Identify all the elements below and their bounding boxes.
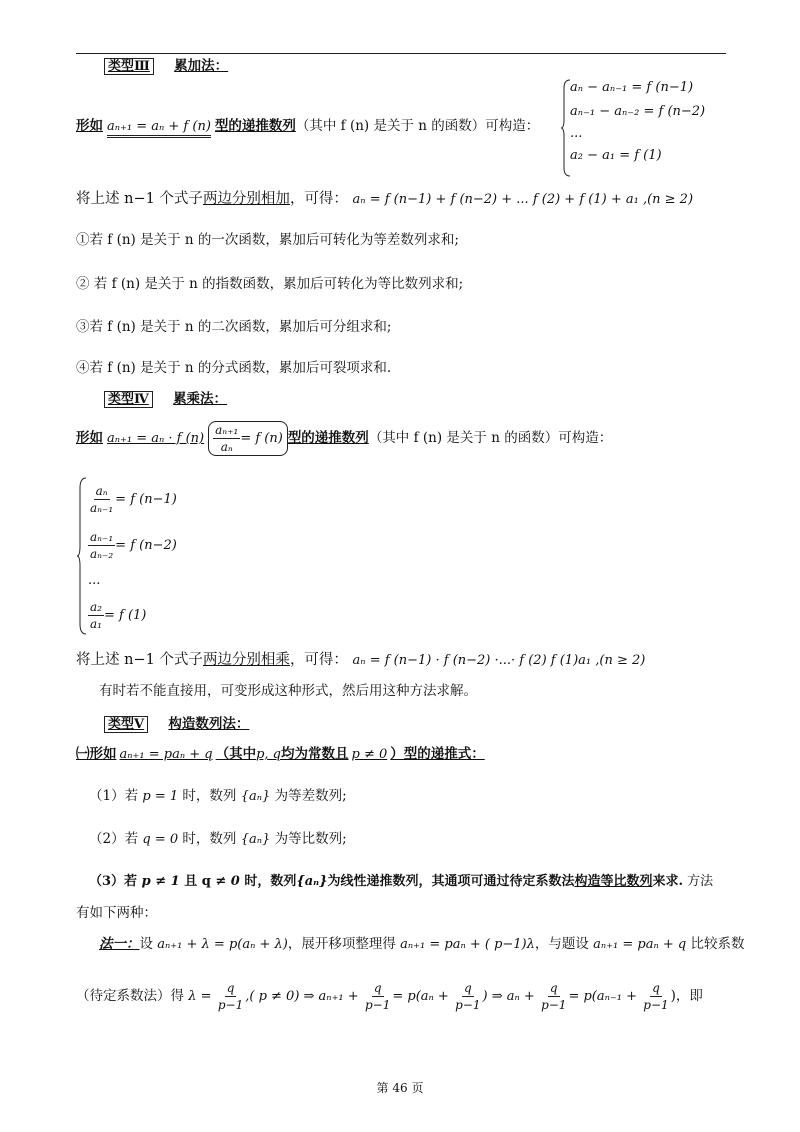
type5-case-text: 来求. bbox=[652, 874, 684, 889]
type4-tag: 类型Ⅳ bbox=[104, 391, 153, 408]
type4-sys-frac bbox=[88, 483, 115, 516]
type4-system-line bbox=[88, 522, 177, 568]
type3-system-line: aₙ − aₙ₋₁ = f (n−1) bbox=[570, 80, 694, 95]
type5-method1-derivation bbox=[76, 976, 703, 1017]
type4-name: 累乘法： bbox=[173, 391, 228, 407]
type5-method-eq: aₙ₊₁ = paₙ + ( p−1)λ bbox=[400, 937, 535, 952]
type5-case-text: 且 q bbox=[179, 874, 216, 889]
frac-den: p−1 bbox=[541, 998, 567, 1012]
type5-name: 构造数列法： bbox=[168, 716, 250, 732]
type4-sys-rhs: = f (n−2) bbox=[115, 537, 177, 553]
type4-sys-frac bbox=[88, 529, 115, 562]
type4-prod-line bbox=[76, 650, 645, 671]
type5-case-text: 方法 bbox=[683, 874, 714, 889]
frac-den: p−1 bbox=[364, 998, 391, 1012]
type5-method-text: ，与题设 bbox=[534, 936, 594, 952]
type4-sys-frac bbox=[88, 599, 104, 632]
type4-paren-rhs: = f (n) bbox=[240, 431, 283, 446]
type5-case-math: q = 0 bbox=[142, 832, 179, 847]
type5-method-text: )，即 bbox=[670, 988, 703, 1004]
type5-case-math: {aₙ} bbox=[240, 832, 271, 847]
type3-tag: 类型Ⅲ bbox=[104, 58, 154, 75]
type3-system-line: ... bbox=[570, 126, 583, 141]
type5-sub1-mid2: 均为常数且 bbox=[281, 746, 349, 762]
type5-method1-line bbox=[99, 934, 745, 955]
type4-sys-num: a₂ bbox=[90, 599, 102, 614]
type5-heading bbox=[104, 714, 249, 735]
type5-sub1-prefix: ㈠形如 bbox=[76, 746, 117, 762]
type5-frac bbox=[363, 980, 392, 1013]
type4-prod-eq: aₙ = f (n−1) · f (n−2) ·...· f (2) f (1)a₁ ,(n ≥ 2) bbox=[352, 653, 646, 668]
type3-sum-eq: aₙ = f (n−1) + f (n−2) + ... f (2) + f (1) + a₁ ,(n ≥ 2) bbox=[352, 192, 694, 207]
type5-method-eq: = p(aₙ₋₁ + bbox=[568, 989, 637, 1004]
type4-sys-den: aₙ₋₁ bbox=[90, 500, 114, 515]
type3-case-3: ③若 f (n) 是关于 n 的二次函数，累加后可分组求和; bbox=[76, 319, 392, 335]
type5-sub1-cond: p ≠ 0 bbox=[351, 747, 388, 762]
frac-num: q bbox=[373, 981, 382, 995]
type4-system-brace bbox=[76, 476, 88, 636]
type3-sum-mid: ，可得： bbox=[289, 191, 348, 207]
type5-case-text: （1）若 bbox=[89, 788, 143, 804]
type5-method-eq: = p(aₙ + bbox=[392, 989, 449, 1004]
type5-case-math: {aₙ} bbox=[240, 789, 271, 804]
type4-prod-prefix: 将上述 n−1 个式子 bbox=[76, 652, 203, 668]
type5-frac bbox=[216, 980, 245, 1013]
type3-case-1: ①若 f (n) 是关于 n 的一次函数，累加后可转化为等差数列求和; bbox=[76, 232, 459, 248]
type5-sub1-suffix: ）型的递推式： bbox=[390, 746, 485, 762]
type3-name: 累加法： bbox=[174, 58, 229, 74]
frac-den: p−1 bbox=[643, 998, 669, 1012]
type5-case-math: p = 1 bbox=[142, 789, 179, 804]
type5-method-eq: aₙ₊₁ = paₙ + q bbox=[593, 937, 687, 952]
type3-form-prefix: 形如 bbox=[76, 118, 103, 134]
type3-form-eq: aₙ₊₁ = aₙ + f (n) bbox=[107, 119, 211, 138]
type5-case-text: 时，数列 bbox=[239, 874, 297, 889]
type3-system-line: aₙ₋₁ − aₙ₋₂ = f (n−2) bbox=[570, 104, 706, 119]
type5-case-text: 为等比数列; bbox=[270, 831, 347, 847]
type5-sub1-mid: （其中 bbox=[215, 746, 257, 762]
type5-case-math: ≠ 0 bbox=[215, 874, 240, 889]
type4-sys-den: a₁ bbox=[90, 616, 102, 631]
type3-system bbox=[570, 76, 705, 168]
type4-form-note: （其中 f (n) 是关于 n 的函数）可构造： bbox=[368, 430, 613, 446]
type4-paren-group bbox=[208, 421, 288, 456]
type4-system-line bbox=[88, 592, 177, 638]
type5-method-text: 设 bbox=[139, 936, 158, 952]
frac-num: q bbox=[226, 981, 235, 995]
type5-case-3-cont: 有如下两种： bbox=[76, 905, 157, 921]
type4-sys-num: aₙ bbox=[95, 483, 108, 498]
type5-case-math: p ≠ 1 bbox=[141, 874, 180, 889]
type5-method1-label: 法一： bbox=[99, 936, 140, 952]
type3-case-2: ② 若 f (n) 是关于 n 的指数函数，累加后可转化为等比数列求和; bbox=[76, 276, 464, 292]
type4-note: 有时若不能直接用，可变形成这种形式，然后用这种方法求解。 bbox=[99, 683, 477, 699]
type4-system-line bbox=[88, 476, 177, 522]
type5-case-text: 时，数列 bbox=[178, 788, 241, 804]
type5-case-text: （2）若 bbox=[89, 831, 143, 847]
type5-case-3 bbox=[89, 872, 713, 892]
type5-method-eq: aₙ₊₁ + λ = p(aₙ + λ) bbox=[157, 937, 288, 952]
type5-case-text: 为等差数列; bbox=[270, 788, 347, 804]
type4-sys-rhs: = f (1) bbox=[103, 607, 147, 623]
type5-sub1-vars: p, q bbox=[256, 747, 281, 762]
type5-method-text: （待定系数法）得 bbox=[76, 988, 189, 1004]
frac-den: p−1 bbox=[455, 998, 481, 1012]
header-rule bbox=[76, 53, 726, 54]
type5-frac bbox=[641, 980, 670, 1013]
type5-case-2 bbox=[89, 829, 347, 850]
type5-case-text: （3）若 bbox=[89, 874, 142, 889]
type5-case-text: 为线性递推数列，其通项可通过待定系数法 bbox=[327, 874, 575, 889]
type4-form-line bbox=[76, 419, 612, 458]
type3-sum-underline: 两边分别相加 bbox=[202, 191, 290, 207]
type5-tag: 类型Ⅴ bbox=[104, 716, 148, 733]
type5-method-eq: λ = bbox=[188, 989, 212, 1004]
frac-num: q bbox=[549, 981, 558, 995]
type5-case-text: 时，数列 bbox=[178, 831, 241, 847]
type5-frac bbox=[453, 980, 482, 1013]
type3-form-suffix: 型的递推数列 bbox=[214, 118, 296, 134]
type5-sub1-line bbox=[76, 744, 485, 765]
type4-prod-mid: ，可得： bbox=[289, 652, 348, 668]
type4-prod-underline: 两边分别相乘 bbox=[202, 652, 290, 668]
type5-frac bbox=[539, 980, 568, 1013]
page-number: 第 46 页 bbox=[376, 1081, 424, 1095]
type4-form-eq: aₙ₊₁ = aₙ · f (n) bbox=[107, 431, 205, 446]
type5-case-math: {aₙ} bbox=[296, 874, 328, 889]
type5-method-eq: ,( p ≠ 0) ⇒ aₙ₊₁ + bbox=[245, 989, 359, 1004]
type5-sub1-eq: aₙ₊₁ = paₙ + q bbox=[119, 747, 213, 762]
type4-sys-num: aₙ₋₁ bbox=[90, 529, 114, 544]
frac-den: p−1 bbox=[217, 998, 244, 1012]
type4-system bbox=[88, 476, 177, 638]
type4-paren-den: aₙ bbox=[220, 440, 233, 454]
type4-sys-den: aₙ₋₂ bbox=[90, 546, 114, 561]
type3-system-line: a₂ − a₁ = f (1) bbox=[570, 148, 662, 163]
type4-form-suffix: 型的递推数列 bbox=[287, 430, 369, 446]
type3-form-note: （其中 f (n) 是关于 n 的函数）可构造： bbox=[295, 118, 540, 134]
type4-paren-frac bbox=[213, 422, 240, 455]
type4-heading bbox=[104, 389, 227, 410]
type3-form-line bbox=[76, 116, 539, 137]
type3-sum-prefix: 将上述 n−1 个式子 bbox=[76, 191, 203, 207]
type4-form-prefix: 形如 bbox=[76, 430, 103, 446]
type3-heading bbox=[104, 56, 228, 77]
type4-sys-rhs: = f (n−1) bbox=[115, 491, 177, 507]
frac-num: q bbox=[463, 981, 472, 995]
type5-case-1 bbox=[89, 786, 347, 807]
type5-method-text: ，展开移项整理得 bbox=[287, 936, 401, 952]
type3-case-4: ④若 f (n) 是关于 n 的分式函数，累加后可裂项求和. bbox=[76, 360, 392, 376]
frac-num: q bbox=[652, 981, 660, 995]
type3-sum-line bbox=[76, 189, 693, 210]
type5-method-eq: ) ⇒ aₙ + bbox=[482, 989, 535, 1004]
type5-case-underline: 构造等比数列 bbox=[574, 874, 653, 889]
type5-method-text: 比较系数 bbox=[686, 936, 745, 952]
type4-paren-num: aₙ₊₁ bbox=[215, 423, 239, 437]
type4-system-line: ... bbox=[88, 572, 101, 588]
